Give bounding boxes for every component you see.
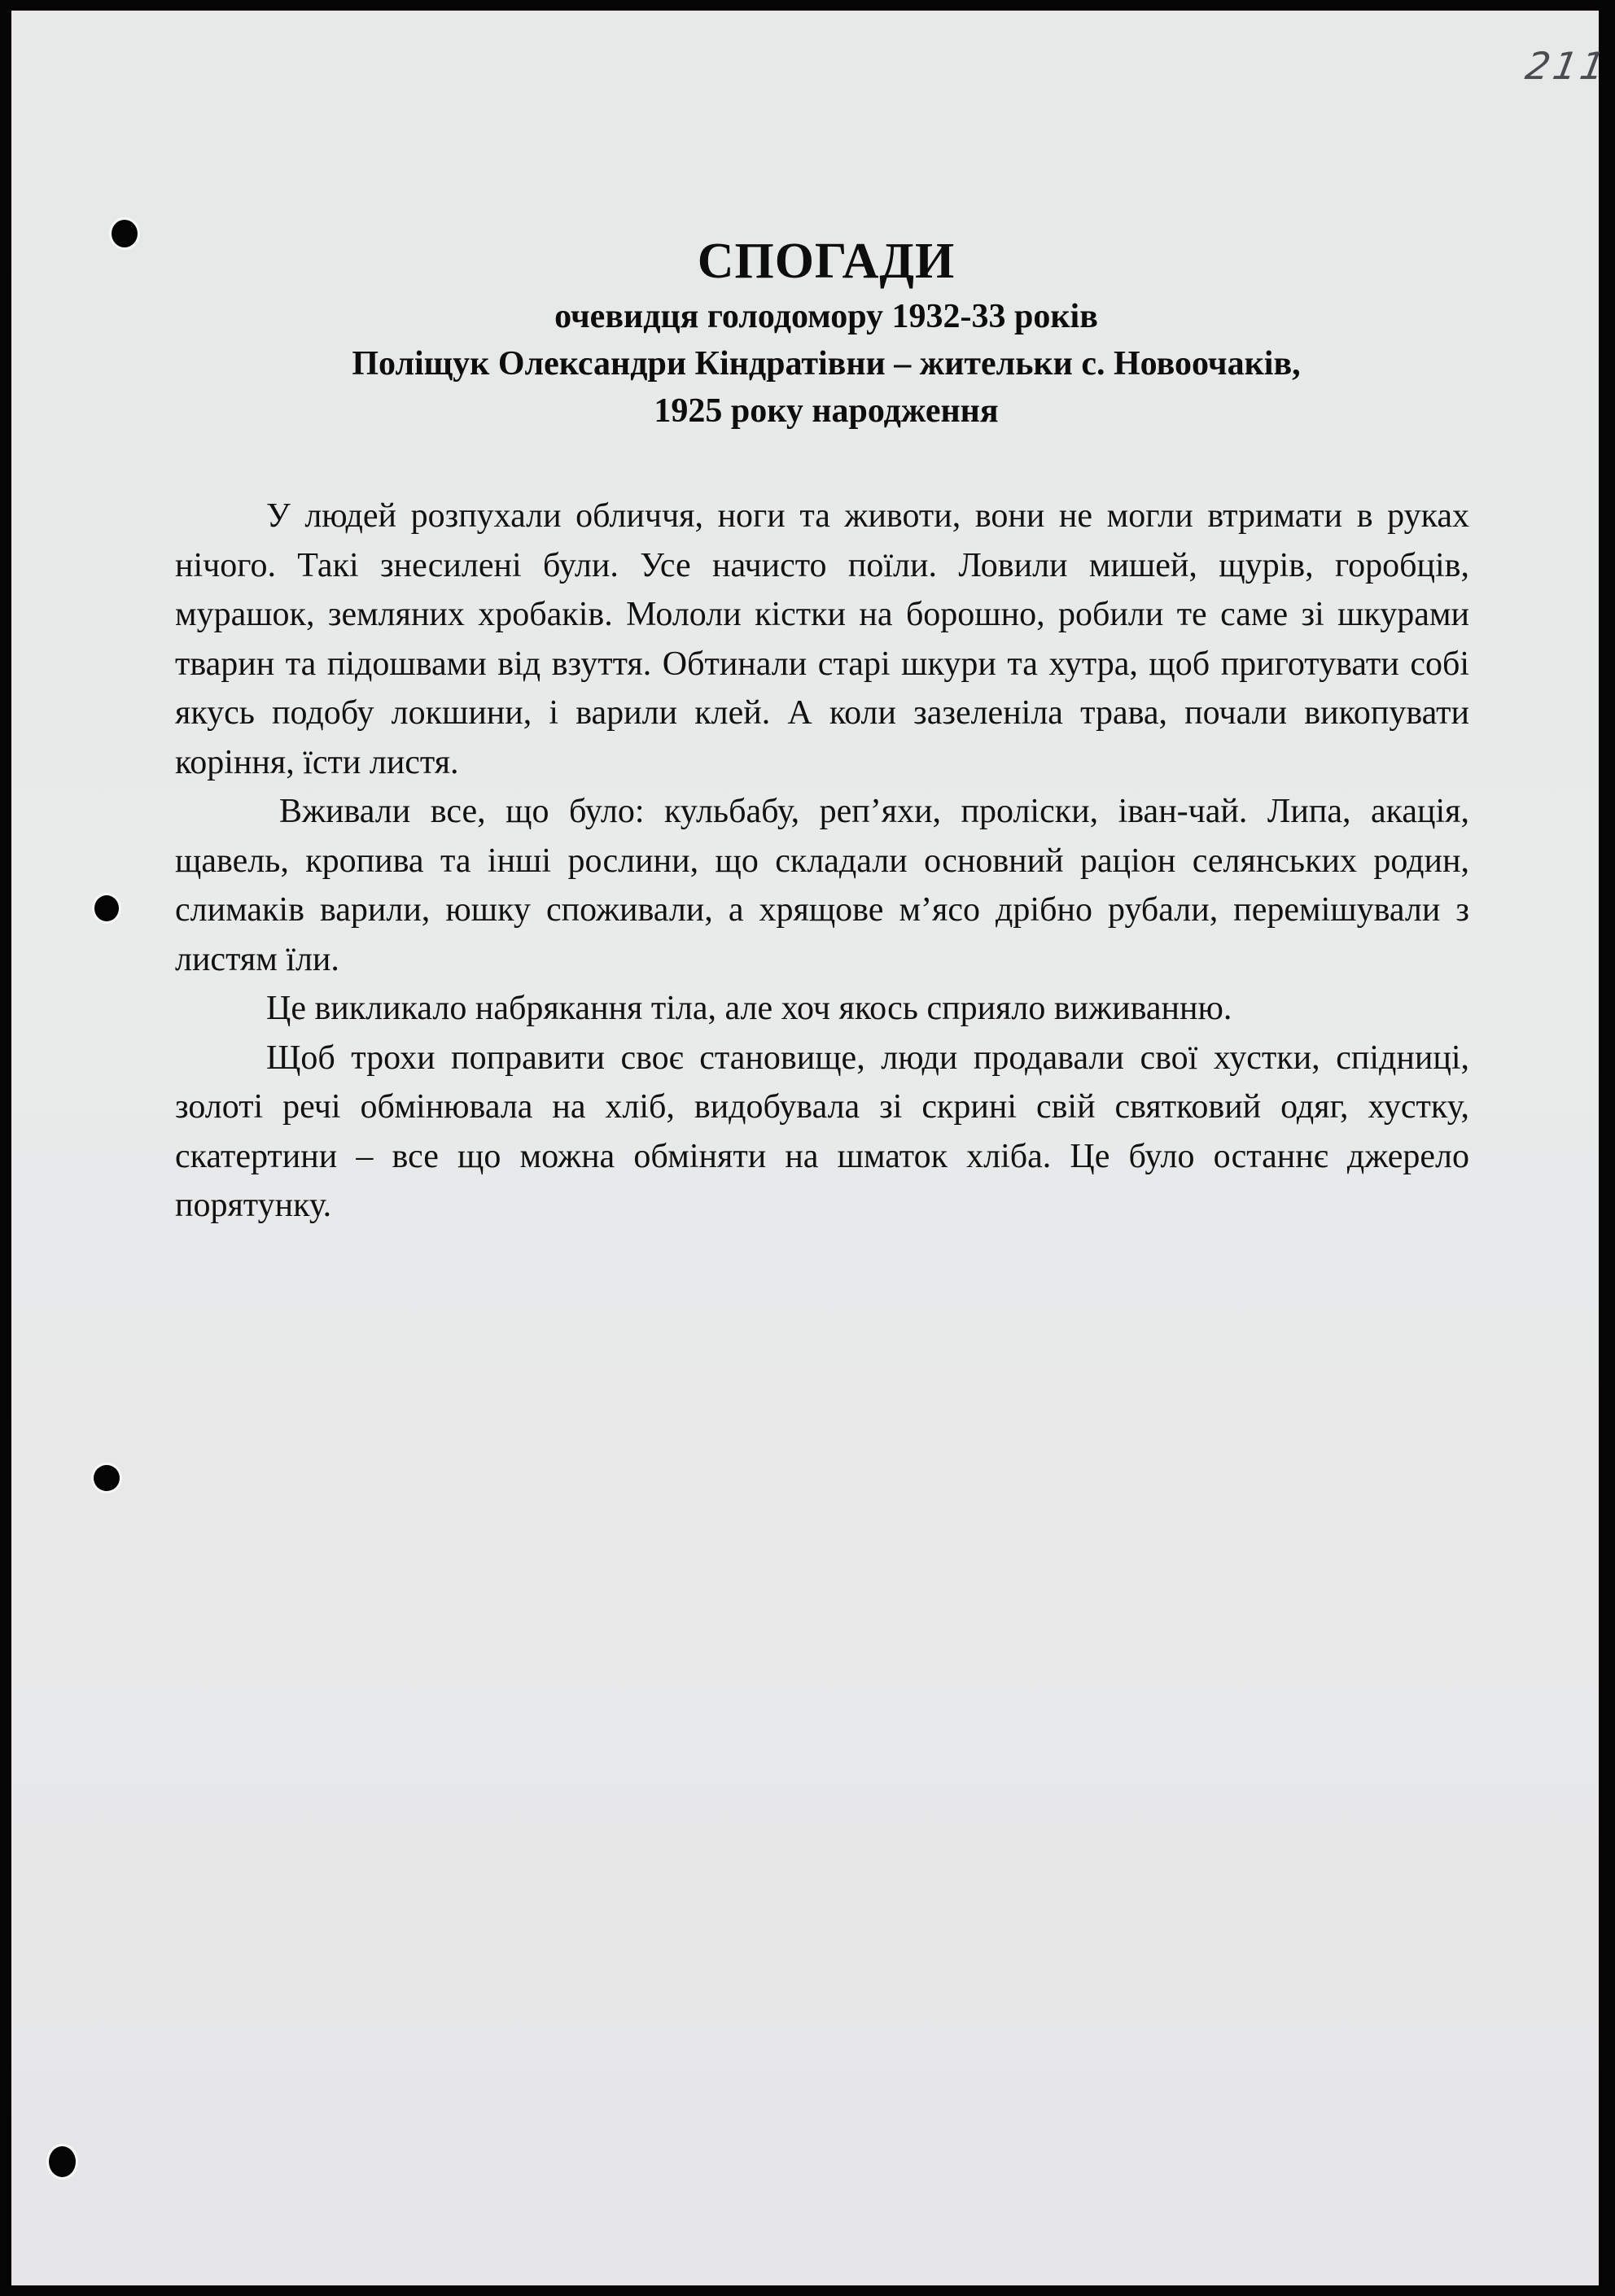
document-body (175, 492, 1469, 1231)
handwritten-page-number: 211 (1522, 44, 1612, 88)
punch-hole-icon (49, 2146, 76, 2177)
paragraph: Щоб трохи поправити своє становище, люди продавали свої хустки, спідниці, золоті речі обмінювала на хліб, видобувала зі скрині свій святковий одяг, хустку, скатертини – все що можна обміняти на шматок хліба. Це було останнє джерело порятунку. (175, 1039, 1469, 1224)
subtitle-line-eyewitness: очевидця голодомору 1932-33 років (554, 298, 1098, 335)
paragraph: Це викликало набрякання тіла, але хоч якось сприяло виживанню. (266, 990, 1232, 1027)
subtitle-line-name: Поліщук Олександри Кіндратівни – жительки с. Новоочаків, (352, 345, 1301, 383)
document-title: СПОГАДИ (697, 234, 956, 289)
paragraph: У людей розпухали обличчя, ноги та животи, вони не могли втримати в руках нічого. Такі знесилені були. Усе начисто поїли. Ловили мишей, щурів, горобців, мурашок, земляних хробаків. Мололи кістки на борошно, робили те саме зі шкурами тварин та підошвами від взуття. Обтинали старі шкури та хутра, щоб приготувати собі якусь подобу локшини, і варили клей. А коли зазеленіла трава, почали викопувати коріння, їсти листя. (175, 497, 1469, 781)
punch-hole-icon (94, 895, 119, 921)
punch-hole-icon (94, 1465, 120, 1491)
document-page (11, 11, 1612, 2285)
subtitle-line-birth-year: 1925 року народження (654, 392, 999, 430)
paragraph: Вживали все, що було: кульбабу, реп’яхи, проліски, іван-чай. Липа, акація, щавель, кропива та інші рослини, що складали основний раціон селянських родин, слимаків варили, юшку споживали, а хрящове м’ясо дрібно рубали, перемішували з листям їли. (175, 793, 1469, 978)
punch-hole-icon (112, 220, 138, 247)
document-header (175, 230, 1477, 435)
